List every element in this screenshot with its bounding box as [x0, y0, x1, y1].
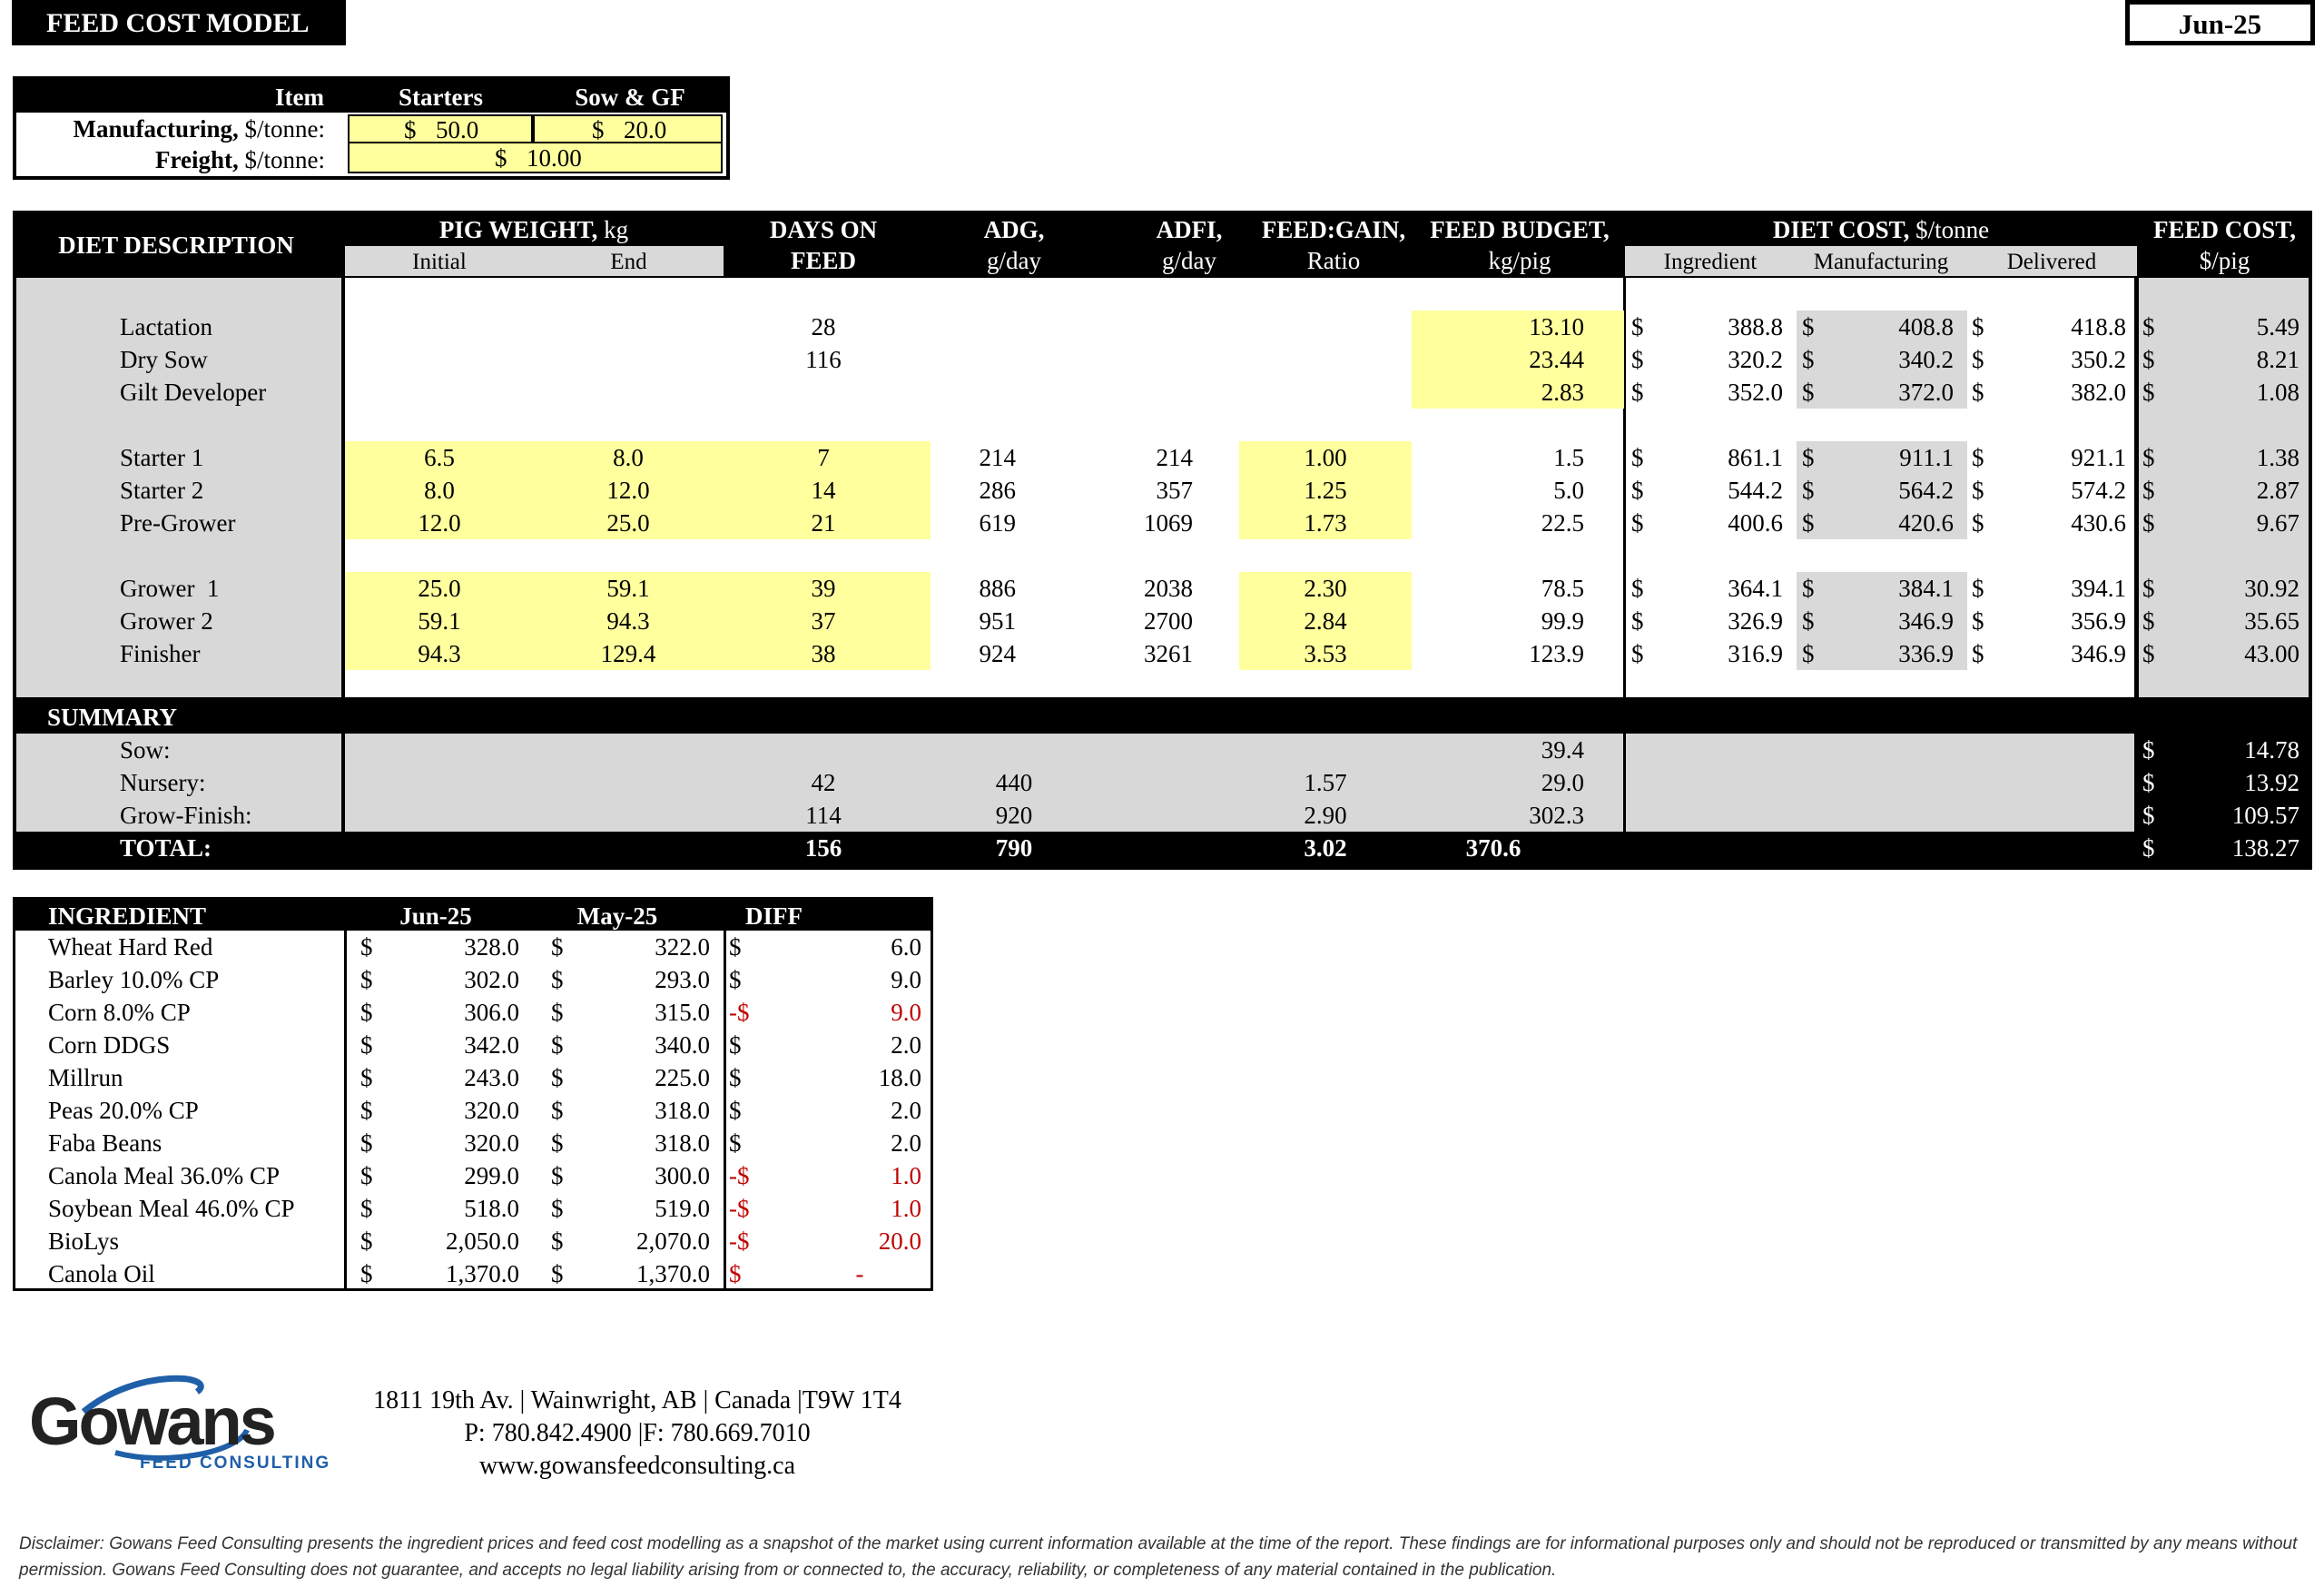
col-item-header: Item [16, 80, 348, 113]
manufacturing-starters-value: $ 50.0 [348, 114, 533, 143]
summary-cost-value: 13.92 [2244, 769, 2299, 796]
manufacturing-label: Manufacturing, $/tonne: [73, 115, 325, 143]
days-on-feed: 116 [805, 346, 842, 373]
ingredient-price-table [13, 897, 933, 1291]
col-sow-header: Sow & GF [534, 80, 726, 113]
feed-budget-value: 2.83 [1541, 379, 1584, 406]
diff-currency: $ [729, 1097, 742, 1124]
adfi-header: ADFI, g/day [1156, 216, 1223, 274]
delivered-cost-currency: $ [1972, 346, 1984, 373]
col-starters-header: Starters [348, 80, 534, 113]
diet-name: Dry Sow [120, 346, 208, 373]
ingredient-cost-currency: $ [1631, 607, 1644, 635]
adg-header: ADG, g/day [983, 216, 1045, 274]
ingredient-cost-value: 400.6 [1728, 509, 1783, 537]
feed-cost-value: 1.38 [2256, 444, 2299, 471]
feed-budget-value: 5.0 [1553, 477, 1584, 504]
current-price-currency: $ [360, 1064, 373, 1091]
delivered-cost-value: 350.2 [2071, 346, 2126, 373]
feed-cost-value: 2.87 [2256, 477, 2299, 504]
manufacturing-cost-currency: $ [1802, 313, 1815, 340]
feed-cost-value: 43.00 [2244, 640, 2299, 667]
feed-cost-value: 9.67 [2256, 509, 2299, 537]
total-label: TOTAL: [120, 834, 212, 862]
feed-budget-value: 22.5 [1541, 509, 1584, 537]
pig-weight-end: 94.3 [606, 607, 650, 635]
feed-cost-currency: $ [2142, 313, 2155, 340]
days-on-feed: 7 [817, 444, 830, 471]
summary-feed-gain: 2.90 [1304, 802, 1347, 829]
ingredient-cost-currency: $ [1631, 575, 1644, 602]
diff-currency: $ [729, 1031, 742, 1059]
pig-weight-end: 12.0 [606, 477, 650, 504]
feed-gain-value: 3.53 [1304, 640, 1347, 667]
feed-cost-currency: $ [2142, 477, 2155, 504]
adfi-value: 2038 [1144, 575, 1193, 602]
pig-weight-initial: 6.5 [424, 444, 455, 471]
feed-budget-value: 13.10 [1529, 313, 1584, 340]
summary-cost-value: 14.78 [2244, 736, 2299, 764]
manufacturing-cost-currency: $ [1802, 477, 1815, 504]
ingredient-col-header: INGREDIENT [48, 902, 207, 930]
diff-currency: -$ [729, 1162, 750, 1189]
current-price-currency: $ [360, 966, 373, 993]
diff-value: 2.0 [891, 1097, 921, 1124]
pig-weight-subheaders: Initial End [345, 246, 724, 276]
summary-cost-panel [1626, 734, 2134, 832]
diet-name: Grower 1 [120, 575, 220, 602]
days-on-feed: 21 [811, 509, 836, 537]
diff-value: 1.0 [891, 1162, 921, 1189]
current-price-value: 302.0 [464, 966, 519, 993]
feed-budget-value: 123.9 [1529, 640, 1584, 667]
summary-feed-budget: 29.0 [1541, 769, 1584, 796]
pig-weight-initial [345, 343, 534, 376]
delivered-cost-value: 382.0 [2071, 379, 2126, 406]
pig-weight-end [534, 343, 723, 376]
pig-weight-initial [345, 310, 534, 343]
feed-gain-value: 1.00 [1304, 444, 1347, 471]
diff-value: 6.0 [891, 933, 921, 961]
feed-cost-currency: $ [2142, 444, 2155, 471]
summary-label: SUMMARY [47, 704, 178, 731]
adg-value: 886 [979, 575, 1016, 602]
adg-value [880, 343, 1016, 376]
manufacturing-cost-value: 911.1 [1899, 444, 1954, 471]
pig-weight-initial: 8.0 [424, 477, 455, 504]
ingredient-name: Barley 10.0% CP [48, 966, 220, 993]
previous-month-header: May-25 [576, 902, 658, 930]
previous-price-currency: $ [551, 999, 564, 1026]
ingredient-cost-currency: $ [1631, 379, 1644, 406]
summary-adg [925, 734, 1103, 766]
delivered-cost-currency: $ [1972, 575, 1984, 602]
summary-feed-gain: 1.57 [1304, 769, 1347, 796]
total-cost-value: 138.27 [2231, 834, 2299, 862]
current-price-currency: $ [360, 1162, 373, 1189]
adfi-value: 3261 [1144, 640, 1193, 667]
current-price-currency: $ [360, 1129, 373, 1157]
current-price-value: 320.0 [464, 1129, 519, 1157]
freight-value: $ 10.00 [348, 143, 723, 173]
ingredient-cost-currency: $ [1631, 313, 1644, 340]
diff-header: DIFF [745, 902, 803, 930]
diff-col-divider [724, 931, 726, 1291]
current-price-value: 306.0 [464, 999, 519, 1026]
ingredient-name: Corn 8.0% CP [48, 999, 191, 1026]
adg-value [880, 310, 1016, 343]
days-on-feed: 14 [811, 477, 836, 504]
adfi-value: 1069 [1144, 509, 1193, 537]
diff-value: 18.0 [878, 1064, 921, 1091]
delivered-cost-currency: $ [1972, 477, 1984, 504]
diet-cost-header: DIET COST, $/tonne [1772, 216, 1990, 243]
diff-currency: $ [729, 1064, 742, 1091]
days-on-feed-header: DAYS ON FEED [769, 216, 878, 274]
previous-price-currency: $ [551, 1097, 564, 1124]
manufacturing-cost-currency: $ [1802, 509, 1815, 537]
adg-value: 619 [979, 509, 1016, 537]
ingredient-name: Wheat Hard Red [48, 933, 213, 961]
diff-value: 2.0 [891, 1129, 921, 1157]
current-price-value: 1,370.0 [446, 1260, 519, 1287]
ingredient-cost-value: 326.9 [1728, 607, 1783, 635]
ingredient-name: Canola Oil [48, 1260, 155, 1287]
days-on-feed: 38 [811, 640, 836, 667]
ingredient-cost-value: 544.2 [1728, 477, 1783, 504]
delivered-cost-value: 346.9 [2071, 640, 2126, 667]
diff-value: 9.0 [891, 999, 921, 1026]
previous-price-currency: $ [551, 1031, 564, 1059]
diff-currency: $ [729, 933, 742, 961]
adfi-value [1057, 376, 1193, 409]
diet-cost-subheaders: Ingredient Manufacturing Delivered [1625, 246, 2137, 276]
feed-cost-currency: $ [2142, 379, 2155, 406]
adg-value [880, 376, 1016, 409]
manufacturing-cost-value: 346.9 [1898, 607, 1954, 635]
previous-price-currency: $ [551, 1260, 564, 1287]
previous-price-value: 318.0 [655, 1129, 710, 1157]
delivered-cost-currency: $ [1972, 444, 1984, 471]
previous-price-value: 322.0 [655, 933, 710, 961]
manufacturing-sow-value: $ 20.0 [533, 114, 723, 143]
diet-name: Lactation [120, 313, 212, 340]
manufacturing-cost-currency: $ [1802, 379, 1815, 406]
previous-price-currency: $ [551, 1129, 564, 1157]
company-address: 1811 19th Av. | Wainwright, AB | Canada |T9W 1T4 [373, 1386, 901, 1414]
feed-gain-value: 2.30 [1304, 575, 1347, 602]
cost-inputs-table [13, 76, 730, 180]
pig-weight-end: 129.4 [600, 640, 656, 667]
total-feed-budget: 370.6 [1465, 834, 1521, 862]
previous-price-value: 300.0 [655, 1162, 710, 1189]
delivered-cost-value: 574.2 [2071, 477, 2126, 504]
current-price-currency: $ [360, 1260, 373, 1287]
pig-weight-header: PIG WEIGHT, kg [438, 216, 629, 243]
adfi-value: 357 [1156, 477, 1193, 504]
feed-cost-header: FEED COST, $/pig [2152, 216, 2297, 274]
pig-weight-end [534, 310, 723, 343]
diet-name: Starter 1 [120, 444, 204, 471]
summary-days: 114 [805, 802, 842, 829]
summary-feed-budget: 302.3 [1529, 802, 1584, 829]
diff-currency: -$ [729, 1195, 750, 1222]
diff-currency: $ [729, 966, 742, 993]
manufacturing-cost-currency: $ [1802, 640, 1815, 667]
current-price-value: 243.0 [464, 1064, 519, 1091]
current-price-value: 328.0 [464, 933, 519, 961]
ingredient-cost-value: 320.2 [1728, 346, 1783, 373]
total-adg: 790 [995, 834, 1033, 862]
manufacturing-cost-value: 564.2 [1898, 477, 1954, 504]
feed-cost-currency: $ [2142, 640, 2155, 667]
manufacturing-cost-currency: $ [1802, 444, 1815, 471]
ingredient-cost-value: 388.8 [1728, 313, 1783, 340]
previous-price-currency: $ [551, 933, 564, 961]
feed-cost-value: 30.92 [2244, 575, 2299, 602]
previous-price-value: 293.0 [655, 966, 710, 993]
adfi-value: 2700 [1144, 607, 1193, 635]
feed-cost-value: 8.21 [2256, 346, 2299, 373]
summary-feed-budget: 39.4 [1541, 736, 1584, 764]
feed-budget-value: 78.5 [1541, 575, 1584, 602]
previous-price-value: 519.0 [655, 1195, 710, 1222]
ingredient-name: Faba Beans [48, 1129, 162, 1157]
current-price-currency: $ [360, 1227, 373, 1255]
total-days: 156 [804, 834, 842, 862]
diff-value: 1.0 [891, 1195, 921, 1222]
feed-budget-value: 23.44 [1529, 346, 1584, 373]
summary-cost-value: 109.57 [2231, 802, 2299, 829]
pig-weight-initial: 25.0 [418, 575, 461, 602]
ingredient-cost-currency: $ [1631, 346, 1644, 373]
feed-budget-value: 99.9 [1541, 607, 1584, 635]
feed-gain-value: 1.25 [1304, 477, 1347, 504]
diet-name: Gilt Developer [120, 379, 267, 406]
ingredient-cost-value: 861.1 [1728, 444, 1783, 471]
diff-value: 9.0 [891, 966, 921, 993]
ingredient-name: Corn DDGS [48, 1031, 171, 1059]
ingredient-name: Millrun [48, 1064, 123, 1091]
adfi-value: 214 [1156, 444, 1193, 471]
page-title: FEED COST MODEL [12, 0, 346, 45]
feed-cost-value: 1.08 [2256, 379, 2299, 406]
feed-gain-value: 1.73 [1304, 509, 1347, 537]
previous-price-currency: $ [551, 1227, 564, 1255]
pig-weight-end [534, 376, 723, 409]
diff-value: - [855, 1260, 864, 1287]
diet-name: Starter 2 [120, 477, 204, 504]
adg-value: 214 [979, 444, 1016, 471]
summary-cost-currency: $ [2142, 802, 2155, 829]
summary-days: 42 [811, 769, 836, 796]
delivered-cost-currency: $ [1972, 379, 1984, 406]
pig-weight-initial: 12.0 [418, 509, 461, 537]
delivered-cost-value: 430.6 [2071, 509, 2126, 537]
adg-value: 924 [979, 640, 1016, 667]
previous-price-value: 318.0 [655, 1097, 710, 1124]
current-price-currency: $ [360, 1031, 373, 1059]
feed-cost-value: 5.49 [2256, 313, 2299, 340]
company-website[interactable]: www.gowansfeedconsulting.ca [478, 1452, 796, 1480]
adg-value: 951 [979, 607, 1016, 635]
diet-description-header: DIET DESCRIPTION [58, 232, 294, 259]
diet-name: Grower 2 [120, 607, 213, 635]
manufacturing-cost-value: 340.2 [1898, 346, 1954, 373]
diff-value: 2.0 [891, 1031, 921, 1059]
previous-price-value: 340.0 [655, 1031, 710, 1059]
company-logo [29, 1366, 342, 1475]
summary-cost-currency: $ [2142, 769, 2155, 796]
pig-weight-end: 59.1 [606, 575, 650, 602]
ingredient-name: Peas 20.0% CP [48, 1097, 199, 1124]
disclaimer-text: Disclaimer: Gowans Feed Consulting presents the ingredient prices and feed cost modelling as a snapshot of the market using current information available at the time of the report. These findings are for informational purposes only and should not be reproduced or transmitted by any means without permission. Gowans Feed Consulting does not guarantee, and accepts no legal liability arising from or connected to, the accuracy, reliability, or completeness of any material contained in the publication. [19, 1534, 2298, 1580]
diff-currency: $ [729, 1129, 742, 1157]
ingredient-cost-value: 352.0 [1728, 379, 1783, 406]
previous-price-value: 225.0 [655, 1064, 710, 1091]
manufacturing-cost-value: 336.9 [1898, 640, 1954, 667]
summary-name: Grow-Finish: [120, 802, 252, 829]
feed-cost-currency: $ [2142, 575, 2155, 602]
logo-subtitle: FEED CONSULTING [140, 1454, 331, 1473]
diff-currency: $ [729, 1260, 742, 1287]
feed-cost-currency: $ [2142, 509, 2155, 537]
manufacturing-cost-value: 384.1 [1898, 575, 1954, 602]
current-price-value: 342.0 [464, 1031, 519, 1059]
current-price-value: 2,050.0 [446, 1227, 519, 1255]
current-price-currency: $ [360, 933, 373, 961]
delivered-cost-value: 356.9 [2071, 607, 2126, 635]
diff-currency: -$ [729, 999, 750, 1026]
ingredient-cost-currency: $ [1631, 444, 1644, 471]
manufacturing-cost-currency: $ [1802, 575, 1815, 602]
ingredient-cost-currency: $ [1631, 640, 1644, 667]
days-on-feed: 39 [811, 575, 836, 602]
adfi-value [1057, 310, 1193, 343]
feed-gain-header: FEED:GAIN, Ratio [1261, 216, 1406, 274]
previous-price-value: 2,070.0 [636, 1227, 710, 1255]
delivered-cost-value: 418.8 [2071, 313, 2126, 340]
summary-adg: 920 [995, 802, 1033, 829]
ingredient-cost-value: 316.9 [1728, 640, 1783, 667]
pig-weight-initial: 59.1 [418, 607, 461, 635]
ingredient-col-divider [344, 931, 347, 1291]
summary-name: Sow: [120, 736, 171, 764]
current-price-value: 299.0 [464, 1162, 519, 1189]
current-price-value: 518.0 [464, 1195, 519, 1222]
previous-price-value: 1,370.0 [636, 1260, 710, 1287]
company-phone: P: 780.842.4900 |F: 780.669.7010 [464, 1419, 811, 1447]
current-price-currency: $ [360, 1097, 373, 1124]
diet-name: Pre-Grower [120, 509, 236, 537]
total-cost-currency: $ [2142, 834, 2155, 862]
current-price-value: 320.0 [464, 1097, 519, 1124]
freight-label: Freight, $/tonne: [155, 146, 325, 173]
total-feed-gain: 3.02 [1304, 834, 1347, 862]
ingredient-cost-currency: $ [1631, 509, 1644, 537]
feed-budget-header: FEED BUDGET, kg/pig [1430, 216, 1610, 274]
previous-price-currency: $ [551, 1162, 564, 1189]
feed-cost-value: 35.65 [2244, 607, 2299, 635]
ingredient-name: Canola Meal 36.0% CP [48, 1162, 280, 1189]
current-price-currency: $ [360, 1195, 373, 1222]
feed-cost-currency: $ [2142, 346, 2155, 373]
ingredient-name: BioLys [48, 1227, 120, 1255]
diff-currency: -$ [729, 1227, 750, 1255]
days-on-feed: 28 [811, 313, 836, 340]
delivered-cost-currency: $ [1972, 607, 1984, 635]
company-contact [347, 1385, 928, 1483]
feed-budget-value: 1.5 [1553, 444, 1584, 471]
summary-days [724, 734, 923, 766]
report-date: Jun-25 [2125, 0, 2315, 45]
manufacturing-cost-value: 420.6 [1898, 509, 1954, 537]
manufacturing-cost-currency: $ [1802, 607, 1815, 635]
diff-value: 20.0 [878, 1227, 921, 1255]
manufacturing-cost-currency: $ [1802, 346, 1815, 373]
adfi-value [1057, 343, 1193, 376]
current-price-currency: $ [360, 999, 373, 1026]
current-month-header: Jun-25 [399, 902, 472, 930]
delivered-cost-currency: $ [1972, 313, 1984, 340]
ingredient-cost-currency: $ [1631, 477, 1644, 504]
delivered-cost-value: 394.1 [2071, 575, 2126, 602]
feed-gain-value [1239, 310, 1412, 343]
summary-name: Nursery: [120, 769, 206, 796]
diet-name: Finisher [120, 640, 201, 667]
ingredient-cost-value: 364.1 [1728, 575, 1783, 602]
delivered-cost-currency: $ [1972, 640, 1984, 667]
summary-feed-gain [1239, 734, 1412, 766]
feed-cost-table [13, 211, 2312, 870]
ingredient-name: Soybean Meal 46.0% CP [48, 1195, 295, 1222]
pig-weight-end: 25.0 [606, 509, 650, 537]
manufacturing-cost-value: 408.8 [1898, 313, 1954, 340]
pig-weight-initial [345, 376, 534, 409]
summary-adg: 440 [995, 769, 1033, 796]
previous-price-currency: $ [551, 1064, 564, 1091]
previous-price-value: 315.0 [655, 999, 710, 1026]
pig-weight-initial: 94.3 [418, 640, 461, 667]
manufacturing-cost-value: 372.0 [1898, 379, 1954, 406]
feed-cost-currency: $ [2142, 607, 2155, 635]
logo-wordmark: Gowans [29, 1384, 274, 1459]
days-on-feed: 37 [811, 607, 836, 635]
adg-value: 286 [979, 477, 1016, 504]
feed-gain-value: 2.84 [1304, 607, 1347, 635]
pig-weight-end: 8.0 [613, 444, 644, 471]
feed-gain-value [1239, 343, 1412, 376]
delivered-cost-value: 921.1 [2071, 444, 2126, 471]
delivered-cost-currency: $ [1972, 509, 1984, 537]
previous-price-currency: $ [551, 1195, 564, 1222]
summary-cost-currency: $ [2142, 736, 2155, 764]
previous-price-currency: $ [551, 966, 564, 993]
feed-gain-value [1239, 376, 1412, 409]
